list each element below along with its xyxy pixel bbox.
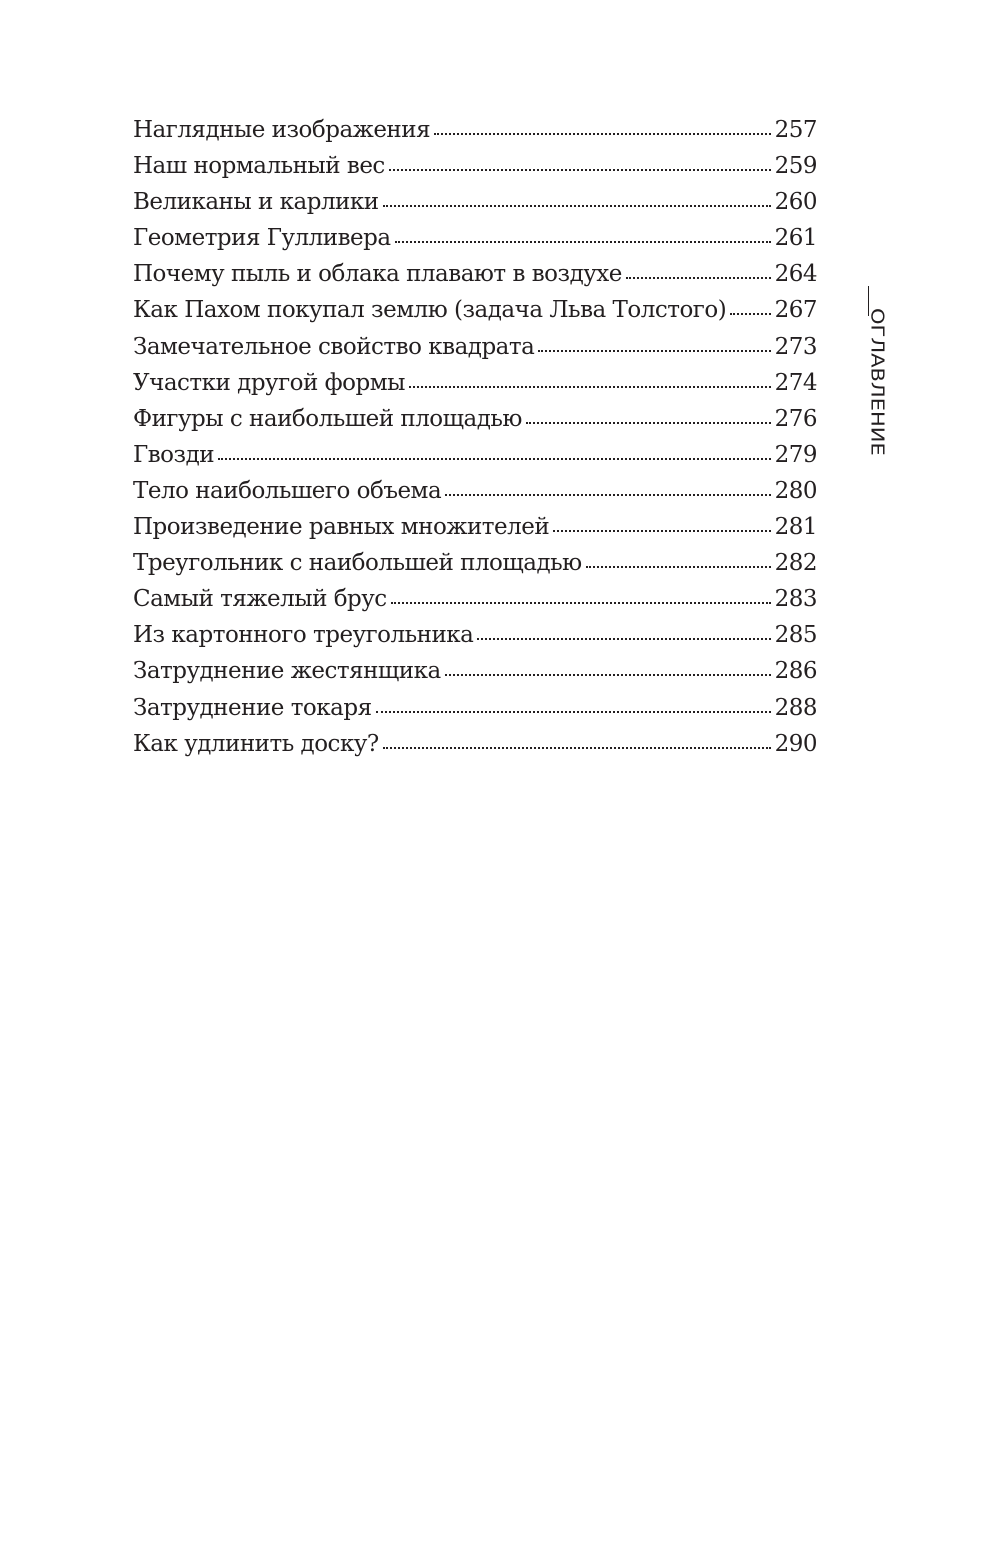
- toc-entry-page: 281: [774, 514, 817, 541]
- dot-leader: [395, 240, 771, 243]
- dot-leader: [526, 421, 771, 424]
- toc-entry-title: Произведение равных множителей: [133, 514, 550, 541]
- dot-leader: [383, 204, 771, 207]
- toc-entry-page: 285: [774, 622, 817, 649]
- toc-entry-title: Замечательное свойство квадрата: [133, 333, 535, 360]
- dot-leader: [389, 168, 771, 171]
- toc-entry-title: Из картонного треугольника: [133, 622, 474, 649]
- running-head: [865, 286, 893, 466]
- dot-leader: [626, 276, 771, 279]
- toc-entry-title: Самый тяжелый брус: [133, 586, 387, 613]
- toc-entry-page: 280: [774, 477, 817, 504]
- dot-leader: [477, 637, 770, 640]
- dot-leader: [730, 312, 770, 315]
- toc-entry-page: 282: [774, 550, 817, 577]
- toc-entry-title: Треугольник с наибольшей площадью: [133, 550, 582, 577]
- toc-entry-title: Как удлинить доску?: [133, 730, 379, 757]
- toc-entry: [133, 437, 817, 473]
- toc-entry-title: Наглядные изображения: [133, 117, 431, 143]
- toc-entry-title: Великаны и карлики: [133, 189, 379, 216]
- toc-entry-title: Гвозди: [133, 441, 215, 468]
- toc-entry-page: 274: [774, 369, 817, 396]
- toc-entry: [133, 617, 817, 653]
- dot-leader: [391, 601, 771, 604]
- dot-leader: [434, 132, 770, 135]
- running-head-label: ОГЛАВЛЕНИЕ: [867, 308, 888, 456]
- dot-leader: [218, 457, 771, 460]
- toc-entry: [133, 690, 817, 726]
- toc-entry: [133, 329, 817, 365]
- toc-entry-page: 264: [774, 261, 817, 288]
- dot-leader: [409, 385, 771, 388]
- dot-leader: [383, 746, 771, 749]
- toc-entry-page: 286: [774, 658, 817, 685]
- dot-leader: [376, 710, 771, 713]
- toc-entry: [133, 292, 817, 328]
- toc-entry-title: Затруднение токаря: [133, 694, 372, 721]
- toc-entry: [133, 401, 817, 437]
- toc-entry-title: Почему пыль и облака плавают в воздухе: [133, 261, 622, 288]
- toc-entry-page: 283: [774, 586, 817, 613]
- toc-entry: [133, 112, 817, 148]
- dot-leader: [445, 493, 770, 496]
- toc-entry: [133, 653, 817, 689]
- toc-entry: [133, 726, 817, 762]
- toc-entry: [133, 256, 817, 292]
- toc-entry-page: 273: [774, 333, 817, 360]
- toc-entry: [133, 581, 817, 617]
- toc-entry-page: 267: [774, 297, 817, 324]
- toc-entry-page: 260: [774, 189, 817, 216]
- toc-entry-page: 279: [774, 441, 817, 468]
- toc-entry-title: Фигуры с наибольшей площадью: [133, 405, 522, 432]
- toc-entry: [133, 184, 817, 220]
- toc-entry: [133, 365, 817, 401]
- toc-entry-title: Геометрия Гулливера: [133, 225, 391, 252]
- toc-entry-title: Как Пахом покупал землю (задача Льва Толстого): [133, 297, 727, 324]
- toc-entry-page: 276: [774, 405, 817, 432]
- dot-leader: [538, 349, 770, 352]
- toc-entry-title: Наш нормальный вес: [133, 153, 385, 180]
- toc-entry: [133, 473, 817, 509]
- toc-entry-page: 257: [774, 117, 817, 143]
- toc-entry: [133, 220, 817, 256]
- toc-entry-page: 259: [774, 153, 817, 180]
- dot-leader: [445, 673, 771, 676]
- toc-entry-page: 290: [774, 730, 817, 757]
- toc-entry-title: Затруднение жестянщика: [133, 658, 441, 685]
- table-of-contents: [133, 112, 817, 762]
- toc-entry: [133, 148, 817, 184]
- toc-entry-page: 261: [774, 225, 817, 252]
- toc-entry-page: 288: [774, 694, 817, 721]
- toc-entry-title: Тело наибольшего объема: [133, 477, 442, 504]
- toc-entry: [133, 545, 817, 581]
- toc-entry: [133, 509, 817, 545]
- dot-leader: [553, 529, 770, 532]
- dot-leader: [586, 565, 771, 568]
- toc-entry-title: Участки другой формы: [133, 369, 405, 396]
